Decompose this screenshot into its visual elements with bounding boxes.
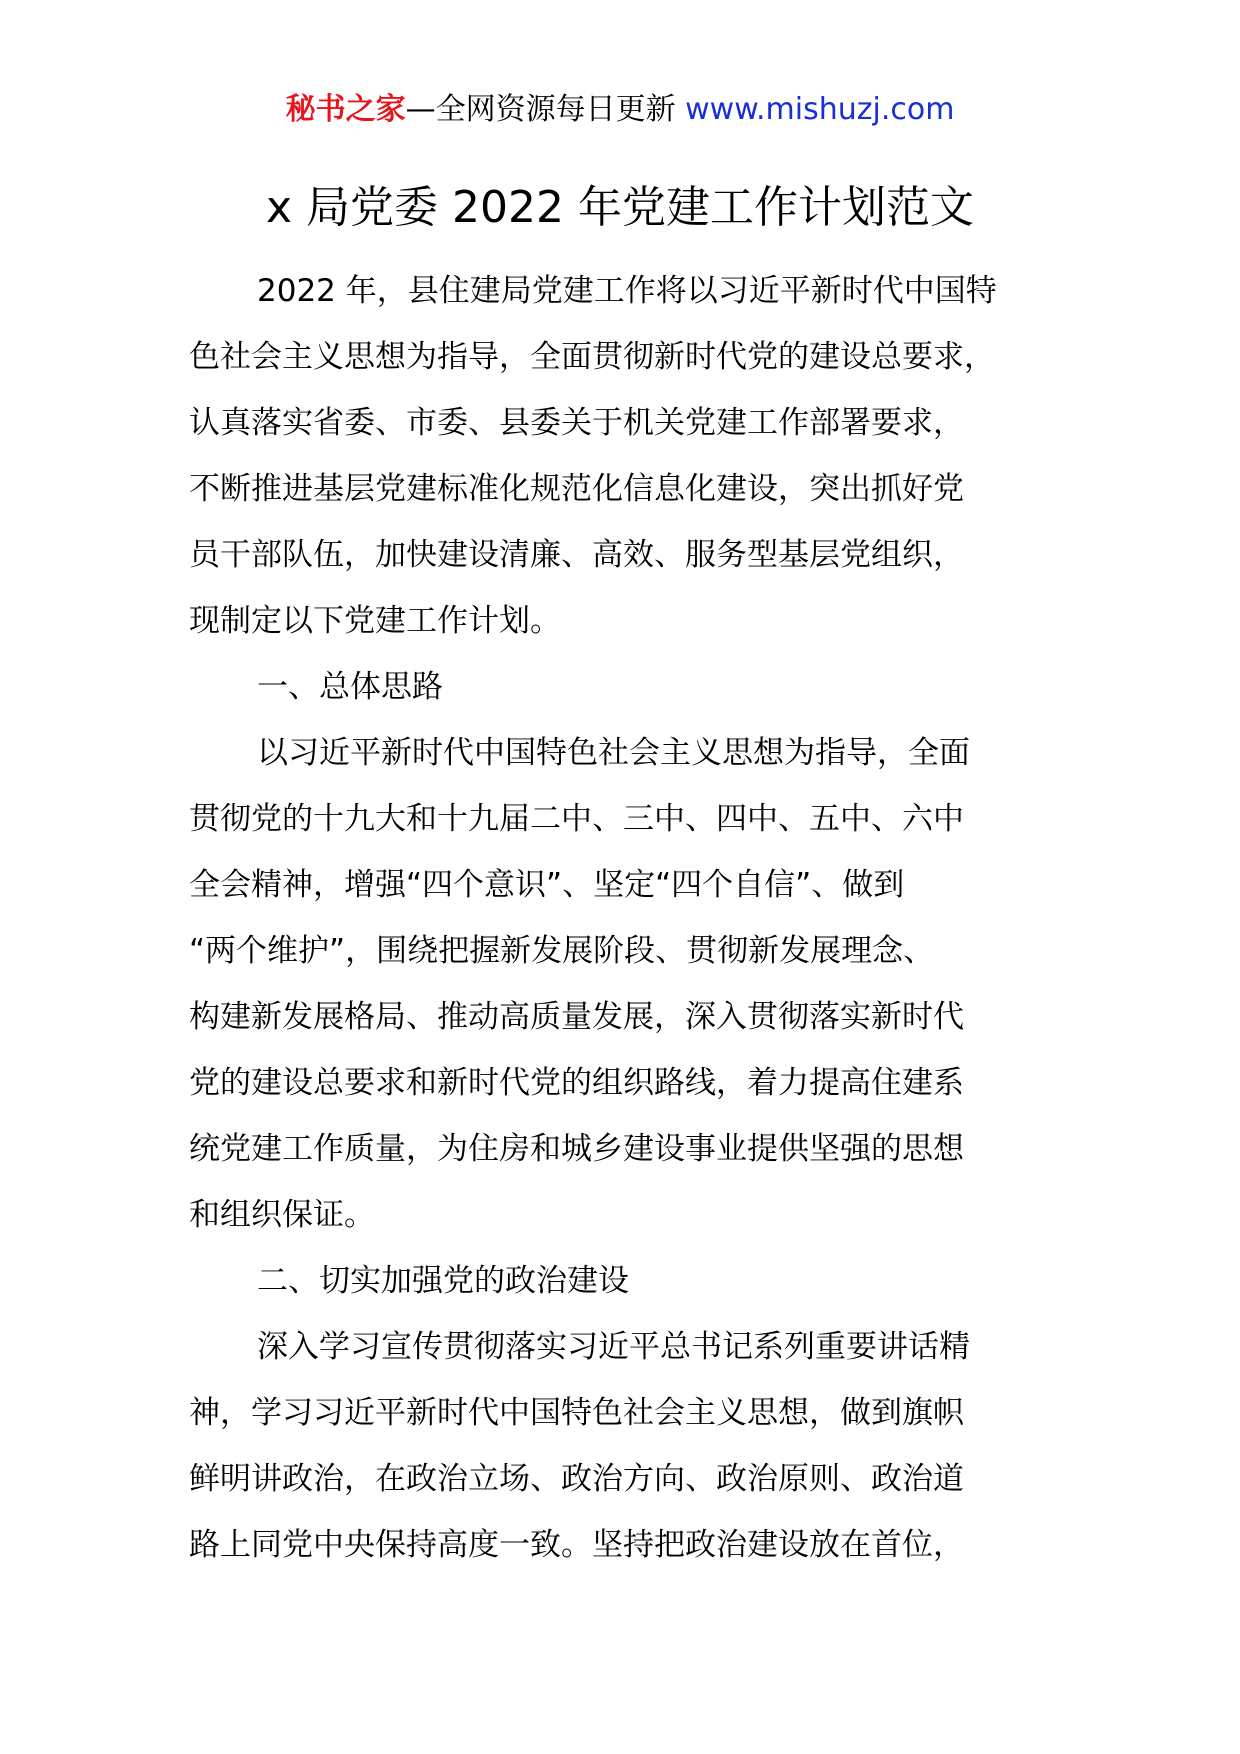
paragraph-line: 路上同党中央保持高度一致。坚持把政治建设放在首位，: [189, 1527, 964, 1563]
paragraph-line: 不断推进基层党建标准化规范化信息化建设，突出抓好党: [189, 471, 964, 507]
banner-tagline: —全网资源每日更新: [405, 92, 686, 127]
paragraph-line: 全会精神，增强“四个意识”、坚定“四个自信”、做到: [189, 867, 905, 903]
paragraph-line: 以习近平新时代中国特色社会主义思想为指导，全面: [257, 735, 970, 771]
paragraph-line: 统党建工作质量，为住房和城乡建设事业提供坚强的思想: [189, 1131, 964, 1167]
paragraph-line: 色社会主义思想为指导，全面贯彻新时代党的建设总要求，: [189, 339, 995, 375]
section-heading: 二、切实加强党的政治建设: [257, 1263, 629, 1299]
paragraph-line: 现制定以下党建工作计划。: [189, 603, 561, 639]
site-banner: [0, 88, 1240, 132]
paragraph-line: “两个维护”，围绕把握新发展阶段、贯彻新发展理念、: [189, 933, 935, 969]
paragraph-line: 认真落实省委、市委、县委关于机关党建工作部署要求，: [189, 405, 964, 441]
paragraph-line: 和组织保证。: [189, 1197, 375, 1233]
paragraph-line: 神，学习习近平新时代中国特色社会主义思想，做到旗帜: [189, 1395, 964, 1431]
paragraph-line: 鲜明讲政治，在政治立场、政治方向、政治原则、政治道: [189, 1461, 964, 1497]
paragraph-line: 党的建设总要求和新时代党的组织路线，着力提高住建系: [189, 1065, 964, 1101]
paragraph-line: 构建新发展格局、推动高质量发展，深入贯彻落实新时代: [189, 999, 964, 1035]
brand-name: 秘书之家: [285, 92, 406, 127]
document-body: [189, 258, 1059, 1578]
section-heading: 一、总体思路: [257, 669, 443, 705]
site-url-link[interactable]: www.mishuzj.com: [685, 92, 955, 127]
paragraph-line: 贯彻党的十九大和十九届二中、三中、四中、五中、六中: [189, 801, 964, 837]
paragraph-line: 员干部队伍，加快建设清廉、高效、服务型基层党组织，: [189, 537, 964, 573]
paragraph-line: 深入学习宣传贯彻落实习近平总书记系列重要讲话精: [257, 1329, 970, 1365]
document-title: x 局党委 2022 年党建工作计划范文: [266, 182, 974, 233]
paragraph-line: 2022 年，县住建局党建工作将以习近平新时代中国特: [257, 273, 997, 309]
